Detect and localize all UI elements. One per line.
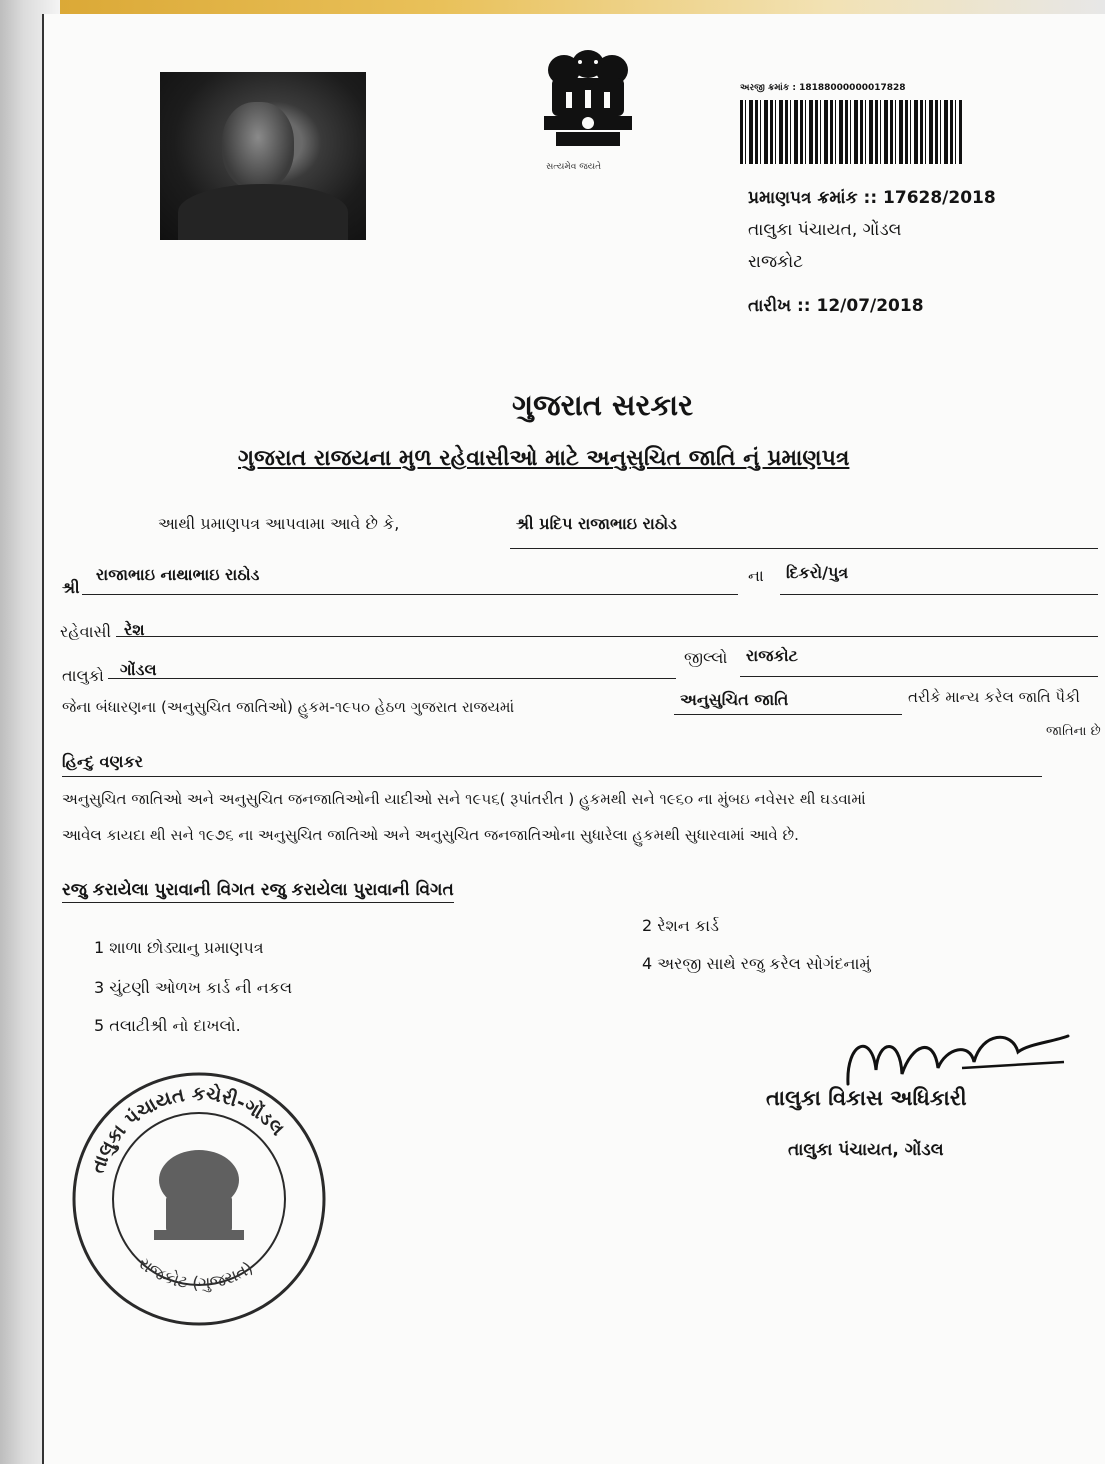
photo-face	[222, 102, 294, 190]
seal-bottom-text: રાજકોટ (ગુજરાત)	[133, 1253, 257, 1294]
holder-name: શ્રી પ્રદિપ રાજાભાઇ રાઠોડ	[516, 514, 677, 533]
residence-underline	[116, 636, 1098, 637]
taluka-label: તાલુકો	[62, 666, 104, 685]
relation-underline	[780, 594, 1098, 595]
district-underline	[740, 676, 1098, 677]
issuing-city: રાજકોટ	[748, 252, 804, 272]
photo-shoulders	[178, 184, 348, 240]
seal-top-text: તાલુકા પંચાયત કચેરી-ગોંડલ	[86, 1082, 289, 1176]
office-seal-stamp	[70, 1070, 328, 1328]
relation-prefix: ના	[748, 566, 764, 585]
name-underline	[510, 548, 1098, 549]
father-underline	[82, 594, 738, 595]
barcode-label: અરજી ક્રમાંક : 18188000000017828	[740, 83, 906, 93]
order-text: જેના બંધારણના (અનુસુચિત જાતિઓ) હુકમ-૧૯૫૦ હેઠળ ગુજરાત રાજયમાં	[62, 698, 515, 716]
certificate-heading: ગુજરાત રાજયના મુળ રહેવાસીઓ માટે અનુસુચિત જાતિ નું પ્રમાણપત્ર	[238, 446, 850, 471]
residence-label: રહેવાસી	[60, 622, 112, 641]
caste-underline	[62, 776, 1042, 777]
caste-value: હિન્દુ વણકર	[62, 752, 144, 771]
intro-text: આથી પ્રમાણપત્ર આપવામા આવે છે કે,	[158, 514, 400, 533]
signatory-office: તાલુકા પંચાયત, ગોંડલ	[788, 1140, 944, 1160]
father-prefix: શ્રી	[62, 578, 80, 597]
legal-paragraph-2: આવેલ કાયદા થી સને ૧૯૭૬ ના અનુસુચિત જાતિઓ અને અનુસુચિત જનજાતિઓના સુધારેલા હુકમથી સુધારવામાં આવે છે.	[62, 826, 799, 844]
national-emblem-icon	[536, 42, 640, 180]
category-underline	[674, 714, 902, 715]
emblem-caption: સત્યમેવ જયતે	[546, 162, 602, 172]
category-value: અનુસુચિત જાતિ	[680, 690, 789, 709]
issuing-office: તાલુકા પંચાયત, ગોંડલ	[748, 220, 902, 240]
father-name: રાજાભાઇ નાથાભાઇ રાઠોડ	[96, 565, 260, 584]
caste-suffix: જાતિના છે	[1046, 724, 1101, 739]
residence-value: રેશ	[124, 620, 145, 639]
document-item-4: 4 અરજી સાથે રજુ કરેલ સોગંદનામું	[642, 954, 871, 973]
taluka-underline	[108, 678, 676, 679]
barcode	[740, 100, 962, 164]
recognized-text: તરીકે માન્ય કરેલ જાતિ પૈકી	[908, 688, 1080, 706]
document-item-2: 2 રેશન કાર્ડ	[642, 916, 719, 935]
signatory-title: તાલુકા વિકાસ અધિકારી	[766, 1086, 967, 1110]
document-item-5: 5 તલાટીશ્રી નો દાખલો.	[94, 1016, 241, 1035]
certificate-number: પ્રમાણપત્ર ક્રમાંક :: 17628/2018	[748, 188, 996, 208]
document-item-3: 3 ચુંટણી ઓળખ કાર્ડ ની નકલ	[94, 978, 293, 997]
svg-text:રાજકોટ (ગુજરાત)	[134, 1253, 257, 1294]
applicant-photo	[160, 72, 366, 240]
taluka-value: ગોંડલ	[120, 660, 157, 679]
district-value: રાજકોટ	[746, 646, 798, 665]
issue-date: તારીખ :: 12/07/2018	[748, 296, 924, 316]
legal-paragraph-1: અનુસુચિત જાતિઓ અને અનુસુચિત જનજાતિઓની યાદીઓ સને ૧૯૫૬( રૂપાંતરીત ) હુકમથી સને ૧૯૬૦ ના મુંબઇ નવેસર થી ઘડવામાં	[62, 790, 866, 808]
evidence-heading: રજુ કરાયેલા પુરાવાની વિગત રજુ કરાયેલા પુરાવાની વિગત	[62, 880, 454, 903]
district-label: જીલ્લો	[684, 648, 728, 667]
government-title: ગુજરાત સરકાર	[512, 388, 694, 422]
document-item-1: 1 શાળા છોડ્યાનુ પ્રમાણપત્ર	[94, 938, 264, 957]
relation-value: દિકરો/પુત્ર	[786, 563, 849, 582]
